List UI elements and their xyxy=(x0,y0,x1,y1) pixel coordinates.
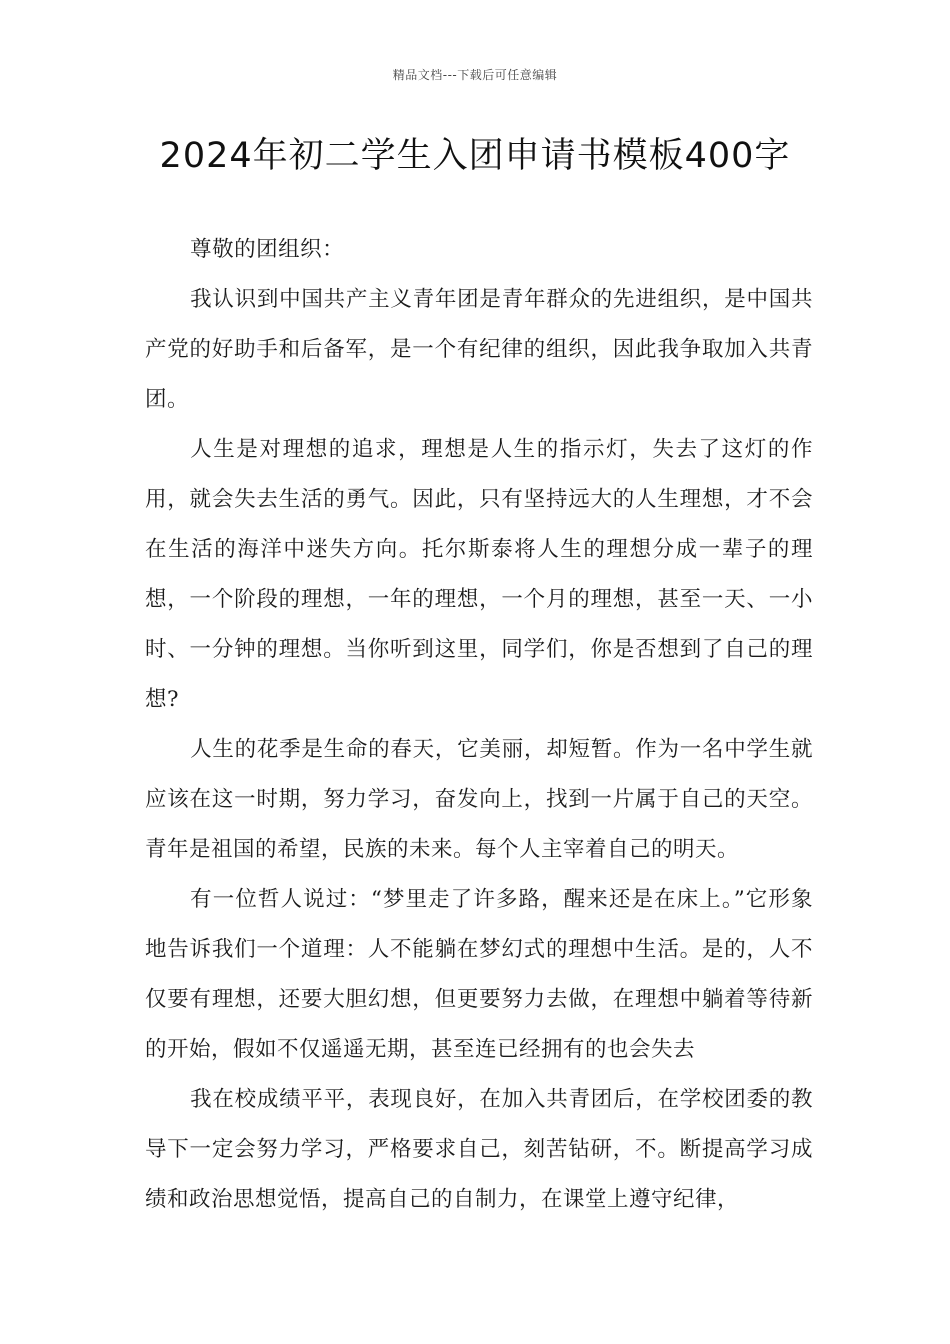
paragraph: 有一位哲人说过：“梦里走了许多路，醒来还是在床上。”它形象地告诉我们一个道理：人不能躺在梦幻式的理想中生活。是的，人不仅要有理想，还要大胆幻想，但更要努力去做，在理想中躺着等待新的开始，假如不仅遥遥无期，甚至连已经拥有的也会失去 xyxy=(145,887,813,1062)
header-note: 精品文档---下载后可任意编辑 xyxy=(392,68,558,82)
paragraph: 人生的花季是生命的春天，它美丽，却短暂。作为一名中学生就应该在这一时期，努力学习，奋发向上，找到一片属于自己的天空。青年是祖国的希望，民族的未来。每个人主宰着自己的明天。 xyxy=(145,737,813,862)
document-title: 2024年初二学生入团申请书模板400字 xyxy=(159,136,791,176)
salutation: 尊敬的团组织： xyxy=(190,237,345,262)
paragraph: 我认识到中国共产主义青年团是青年群众的先进组织，是中国共产党的好助手和后备军，是一个有纪律的组织，因此我争取加入共青团。 xyxy=(145,287,813,412)
paragraph: 人生是对理想的追求，理想是人生的指示灯，失去了这灯的作用，就会失去生活的勇气。因此，只有坚持远大的人生理想，才不会在生活的海洋中迷失方向。托尔斯泰将人生的理想分成一辈子的理想，一个阶段的理想，一年的理想，一个月的理想，甚至一天、一小时、一分钟的理想。当你听到这里，同学们，你是否想到了自己的理想? xyxy=(145,437,813,712)
paragraph: 我在校成绩平平，表现良好，在加入共青团后，在学校团委的教导下一定会努力学习，严格要求自己，刻苦钻研，不。断提高学习成绩和政治思想觉悟，提高自己的自制力，在课堂上遵守纪律， xyxy=(145,1087,813,1212)
document-body xyxy=(145,225,813,1225)
